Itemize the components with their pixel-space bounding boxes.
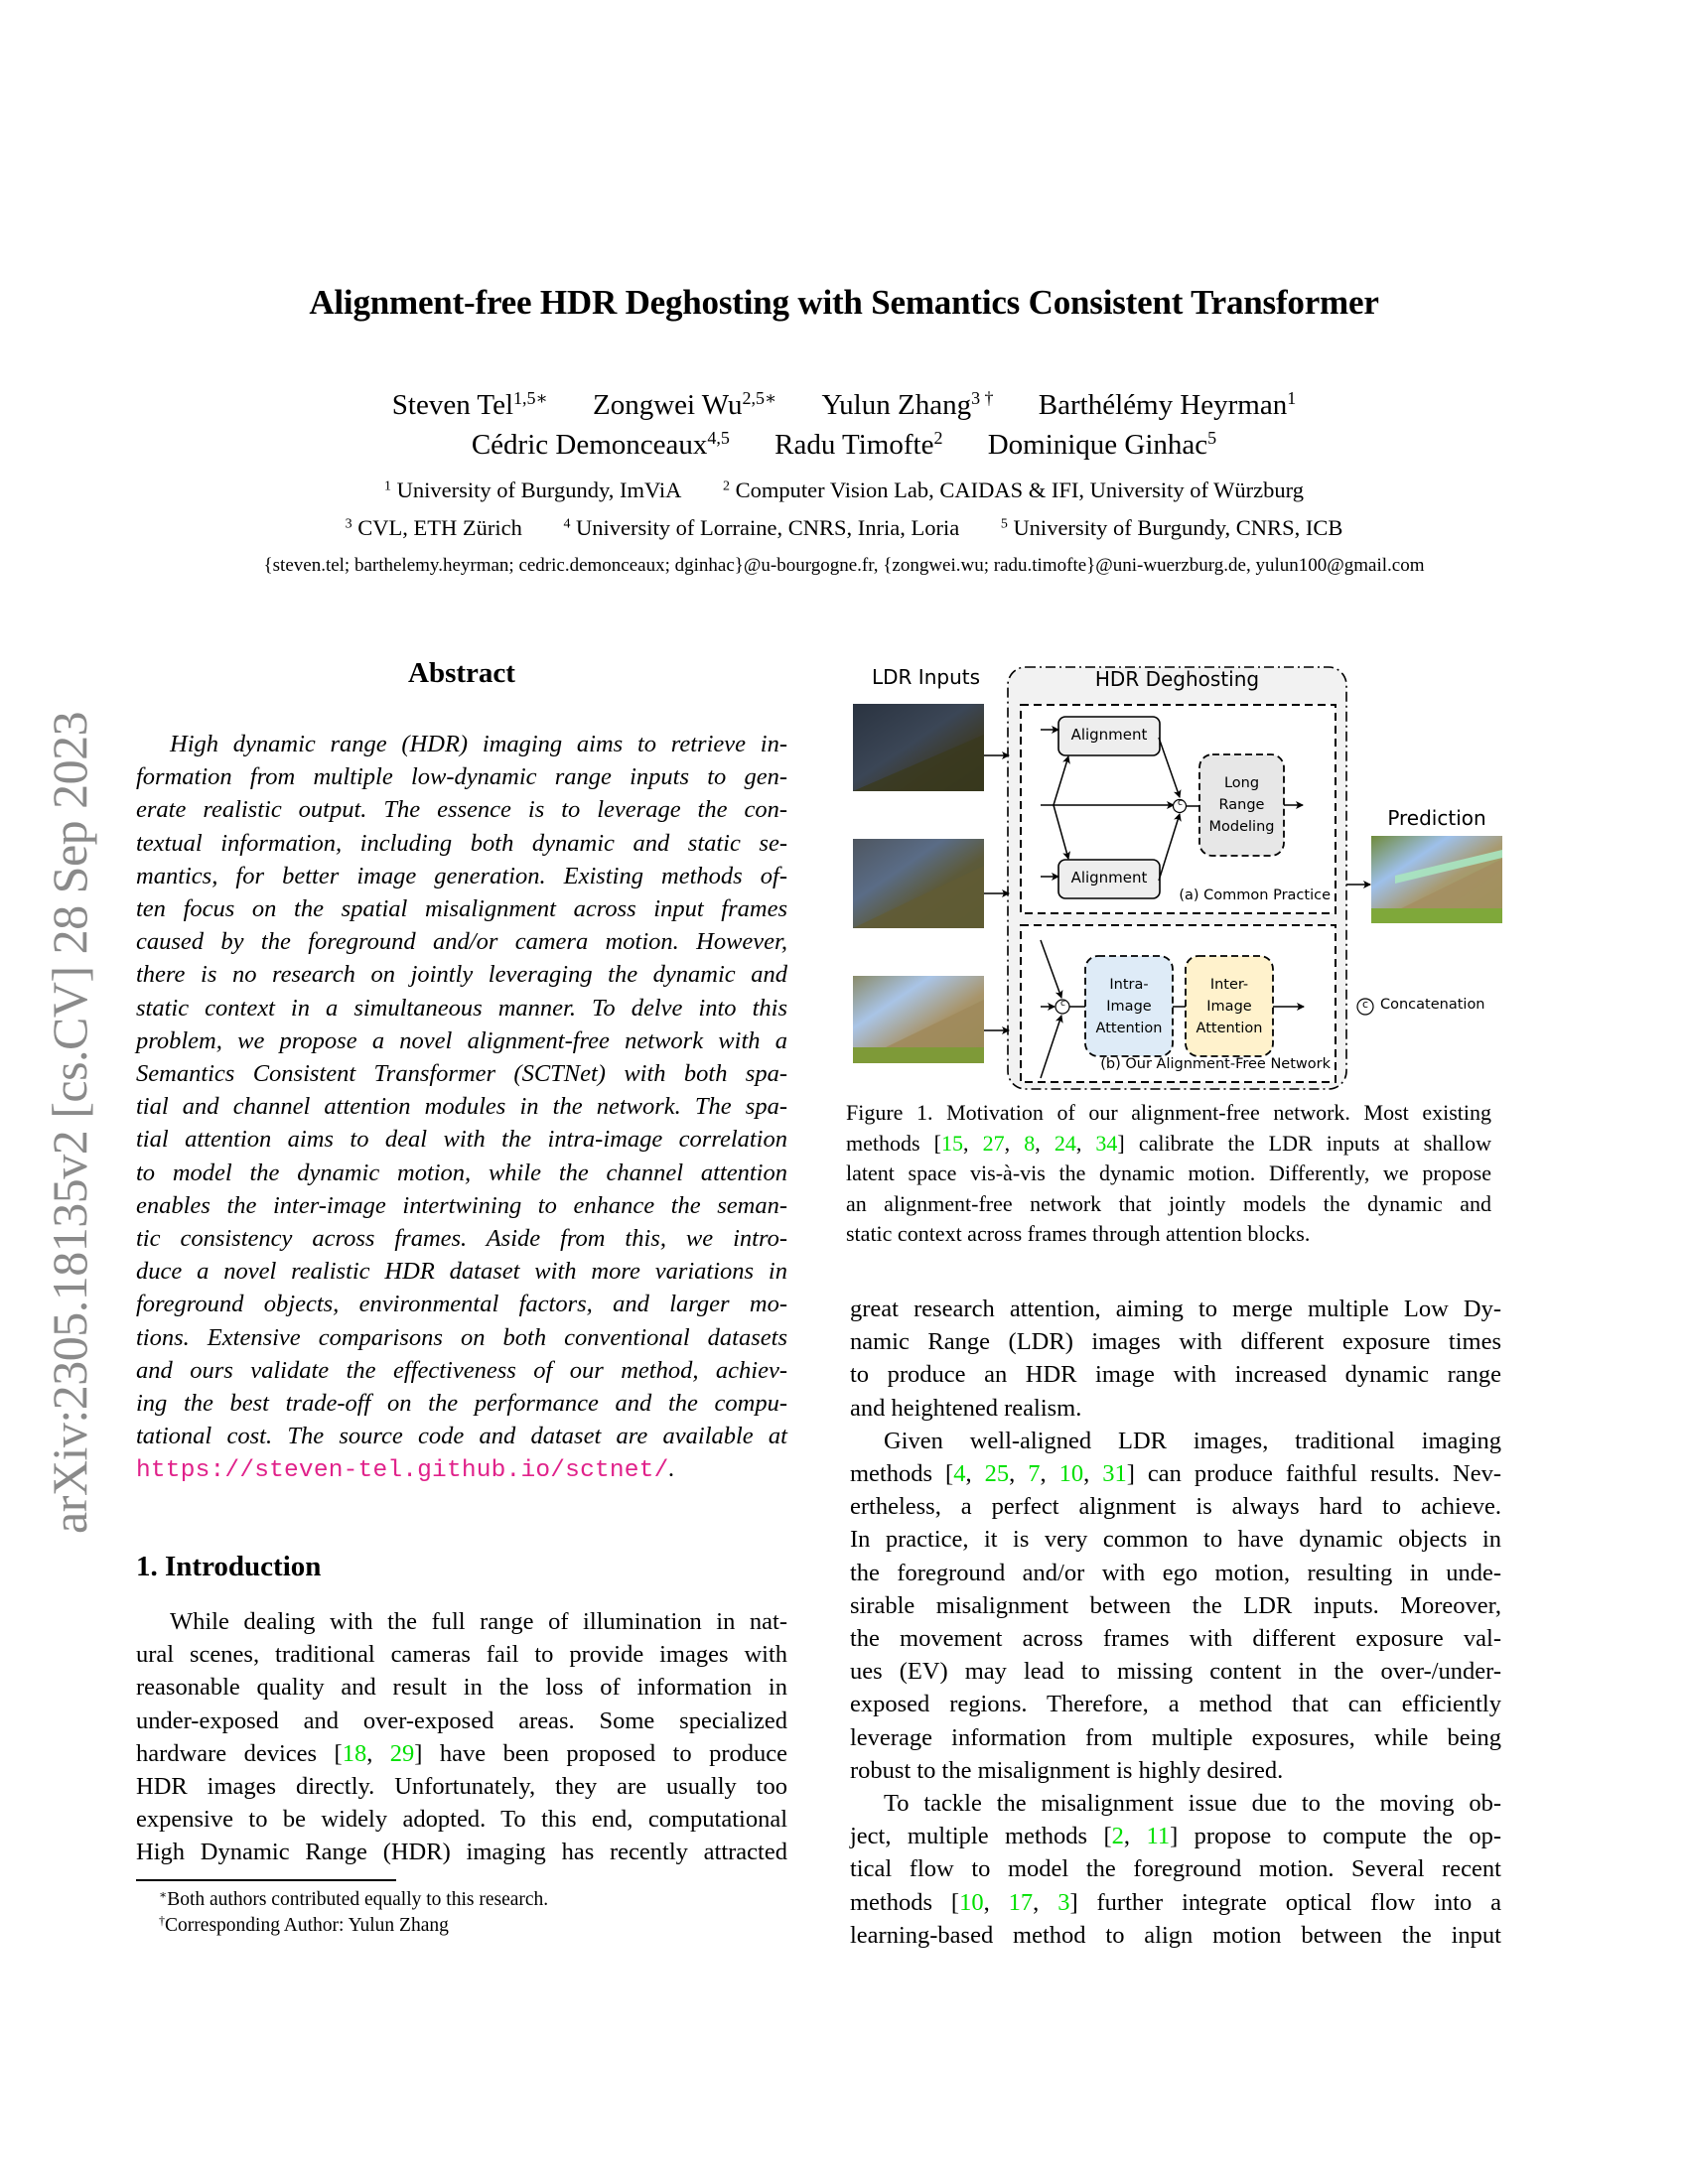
author: Steven Tel$^{1,5∗}$: [391, 388, 548, 421]
abstract-line: ten focus on the spatial misalignment across input frames: [136, 895, 787, 923]
affiliation: $^2$ Computer Vision Lab, CAIDAS & IFI, University of Würzburg: [723, 478, 1304, 502]
author: Cédric Demonceaux$^{4,5}$: [471, 428, 730, 461]
author-emails: {steven.tel; barthelemy.heyrman; cedric.demonceaux; dginhac}@u-bourgogne.fr, {zongwei.wu; radu.timofte}@uni-wuerzburg.de, yulun100@gmail.com: [263, 555, 1425, 576]
caption-line: methods [15, 27, 8, 24, 34] calibrate the LDR inputs at shallow: [846, 1130, 1492, 1156]
intro-line: ues (EV) may lead to missing content in the over-/under-: [850, 1658, 1501, 1686]
abstract-line: ing the best trade-off on the performance and the compu-: [136, 1390, 787, 1418]
footnote-rule: [136, 1879, 396, 1881]
intro-left-column: [136, 1605, 787, 1869]
author: Dominique Ginhac$^5$: [987, 428, 1217, 461]
citation-link[interactable]: 24: [1054, 1130, 1076, 1156]
inter-image-attention-module: Inter- Image Attention: [1196, 977, 1263, 1036]
abstract-line: textual information, including both dynamic and static se-: [136, 829, 787, 857]
citation-link[interactable]: 11: [1146, 1823, 1171, 1850]
punctuation: .: [668, 1455, 675, 1483]
citation-link[interactable]: 4: [953, 1460, 966, 1488]
intro-line: While dealing with the full range of illumination in nat-: [170, 1608, 787, 1635]
abstract-body: [136, 728, 787, 1488]
author-line-1: [0, 389, 1688, 422]
panel-a-label: (a) Common Practice: [1179, 887, 1331, 903]
citation-link[interactable]: 3: [1057, 1888, 1070, 1916]
intro-line: Given well-aligned LDR images, traditional imaging: [884, 1427, 1501, 1454]
figure-1: [834, 645, 1529, 1092]
footnote-corresponding-author: †Corresponding Author: Yulun Zhang: [159, 1913, 449, 1936]
caption-line: an alignment-free network that jointly models the dynamic and: [846, 1190, 1491, 1216]
intro-line: ural scenes, traditional cameras fail to provide images with: [136, 1641, 787, 1669]
intro-line: High Dynamic Range (HDR) imaging has recently attracted: [136, 1839, 787, 1866]
affiliation: $^1$ University of Burgundy, ImViA: [384, 478, 682, 502]
intro-line: ject, multiple methods [2, 11] propose to compute the op-: [850, 1823, 1502, 1850]
citation-link[interactable]: 10: [1058, 1460, 1084, 1488]
author-line-2: [0, 429, 1688, 462]
concat-symbol: c: [1060, 999, 1065, 1009]
abstract-line: to model the dynamic motion, while the channel attention: [136, 1159, 787, 1186]
citation-link[interactable]: 27: [982, 1130, 1005, 1156]
intro-line: To tackle the misalignment issue due to the moving ob-: [884, 1790, 1501, 1818]
ldr-input-image-3: [853, 976, 984, 1063]
abstract-line: static context in a simultaneous manner. To delve into this: [136, 994, 787, 1022]
intro-line: In practice, it is very common to have dynamic objects in: [850, 1526, 1501, 1554]
abstract-line: tic consistency across frames. Aside from this, we intro-: [136, 1225, 787, 1253]
figure-1-caption: [846, 1098, 1491, 1250]
affiliations-line-1: [0, 478, 1688, 503]
citation-link[interactable]: 34: [1095, 1130, 1118, 1156]
project-url-link[interactable]: https://steven-tel.github.io/sctnet/: [136, 1457, 669, 1485]
ldr-inputs-label: LDR Inputs: [872, 665, 981, 689]
intro-line: reasonable quality and result in the loss of information in: [136, 1674, 787, 1702]
caption-line: static context across frames through attention blocks.: [846, 1221, 1311, 1247]
citation-link[interactable]: 29: [389, 1739, 415, 1767]
intro-line: sirable misalignment between the LDR inputs. Moreover,: [850, 1591, 1501, 1619]
abstract-line: Semantics Consistent Transformer (SCTNet) with both spa-: [136, 1060, 787, 1088]
section-heading-introduction: 1. Introduction: [136, 1551, 322, 1582]
prediction-image: [1371, 836, 1502, 923]
affiliations-line-2: [0, 515, 1688, 541]
citation-link[interactable]: 7: [1028, 1460, 1041, 1488]
intro-line: hardware devices [18, 29] have been proposed to produce: [136, 1739, 788, 1767]
intro-line: exposed regions. Therefore, a method that can efficiently: [850, 1691, 1501, 1718]
abstract-line: problem, we propose a novel alignment-free network with a: [136, 1026, 787, 1054]
abstract-line: there is no research on jointly leveraging the dynamic and: [136, 961, 787, 989]
intro-right-column: [850, 1293, 1501, 1952]
ldr-input-image-1: [853, 704, 984, 791]
abstract-line: mantics, for better image generation. Existing methods of-: [136, 862, 787, 889]
intro-line: leverage information from multiple exposures, while being: [850, 1723, 1501, 1751]
intro-line: tical flow to model the foreground motion. Several recent: [850, 1855, 1501, 1883]
affiliation: $^5$ University of Burgundy, CNRS, ICB: [1000, 515, 1343, 540]
abstract-line: and ours validate the effectiveness of our method, achiev-: [136, 1356, 787, 1384]
citation-link[interactable]: 2: [1111, 1823, 1124, 1850]
abstract-line: formation from multiple low-dynamic range inputs to gen-: [136, 763, 787, 791]
intra-image-attention-module: Intra- Image Attention: [1095, 977, 1163, 1036]
paper-title: Alignment-free HDR Deghosting with Semantics Consistent Transformer: [309, 283, 1379, 322]
intro-line: ertheless, a perfect alignment is always hard to achieve.: [850, 1493, 1501, 1521]
intro-line: and heightened realism.: [850, 1394, 1082, 1422]
abstract-url-line: [136, 1452, 787, 1487]
author: Barthélémy Heyrman$^1$: [1038, 388, 1297, 421]
footnote-equal-contribution: ∗Both authors contributed equally to this research.: [159, 1887, 549, 1910]
abstract-line: caused by the foreground and/or camera motion. However,: [136, 928, 787, 956]
intro-line: to produce an HDR image with increased dynamic range: [850, 1361, 1501, 1389]
author: Yulun Zhang$^{3 \dagger}$: [821, 388, 994, 421]
intro-line: expensive to be widely adopted. To this end, computational: [136, 1806, 787, 1834]
abstract-line: erate realistic output. The essence is to leverage the con-: [136, 796, 787, 824]
abstract-line: duce a novel realistic HDR dataset with more variations in: [136, 1258, 787, 1286]
affiliation: $^4$ University of Lorraine, CNRS, Inria, Loria: [563, 515, 960, 540]
abstract-heading: Abstract: [408, 657, 515, 689]
citation-link[interactable]: 15: [940, 1130, 963, 1156]
abstract-line: enables the inter-image intertwining to enhance the seman-: [136, 1191, 787, 1219]
long-range-modeling-module: Long Range Modeling: [1208, 775, 1275, 835]
citation-link[interactable]: 31: [1102, 1460, 1127, 1488]
citation-link[interactable]: 10: [959, 1888, 984, 1916]
arxiv-stamp: arXiv:2305.18135v2 [cs.CV] 28 Sep 2023: [42, 711, 97, 1534]
panel-b-label: (b) Our Alignment-Free Network: [1100, 1056, 1331, 1072]
abstract-line: tions. Extensive comparisons on both conventional datasets: [136, 1323, 787, 1351]
intro-line: the movement across frames with different exposure val-: [850, 1625, 1501, 1653]
prediction-label: Prediction: [1387, 806, 1486, 830]
affiliation: $^3$ CVL, ETH Zürich: [345, 515, 522, 540]
intro-line: namic Range (LDR) images with different exposure times: [850, 1328, 1501, 1356]
citation-link[interactable]: 8: [1024, 1130, 1036, 1156]
hdr-deghosting-label: HDR Deghosting: [1094, 667, 1260, 691]
concat-symbol: c: [1178, 798, 1183, 808]
author: Radu Timofte$^2$: [774, 428, 943, 461]
intro-line: robust to the misalignment is highly desired.: [850, 1756, 1284, 1784]
intro-line: HDR images directly. Unfortunately, they are usually too: [136, 1773, 787, 1801]
caption-line: Figure 1. Motivation of our alignment-free network. Most existing: [846, 1100, 1491, 1125]
abstract-line: foreground objects, environmental factors, and larger mo-: [136, 1291, 787, 1318]
intro-line: the foreground and/or with ego motion, resulting in unde-: [850, 1559, 1501, 1586]
figure-diagram: [834, 645, 1529, 1092]
intro-line: methods [4, 25, 7, 10, 31] can produce faithful results. Nev-: [850, 1460, 1502, 1488]
abstract-line: tational cost. The source code and dataset are available at: [136, 1423, 787, 1450]
abstract-line: tial attention aims to deal with the intra-image correlation: [136, 1126, 787, 1154]
ldr-input-image-2: [853, 839, 984, 928]
abstract-line: High dynamic range (HDR) imaging aims to retrieve in-: [170, 731, 787, 757]
intro-line: learning-based method to align motion between the input: [850, 1921, 1501, 1949]
abstract-line: tial and channel attention modules in the network. The spa-: [136, 1093, 787, 1121]
intro-line: methods [10, 17, 3] further integrate optical flow into a: [850, 1888, 1502, 1916]
caption-line: latent space vis-à-vis the dynamic motion. Differently, we propose: [846, 1160, 1491, 1186]
intro-line: under-exposed and over-exposed areas. Some specialized: [136, 1706, 787, 1734]
legend-concatenation-label: Concatenation: [1380, 997, 1485, 1013]
citation-link[interactable]: 17: [1008, 1888, 1034, 1916]
citation-link[interactable]: 25: [984, 1460, 1010, 1488]
citation-link[interactable]: 18: [342, 1739, 367, 1767]
author: Zongwei $Wu^{2,5∗}$: [592, 388, 777, 421]
legend-concat-symbol: c: [1361, 998, 1369, 1011]
intro-line: great research attention, aiming to merge multiple Low Dy-: [850, 1296, 1501, 1322]
alignment-module-top: Alignment: [1070, 726, 1148, 744]
alignment-module-bottom: Alignment: [1070, 869, 1148, 887]
